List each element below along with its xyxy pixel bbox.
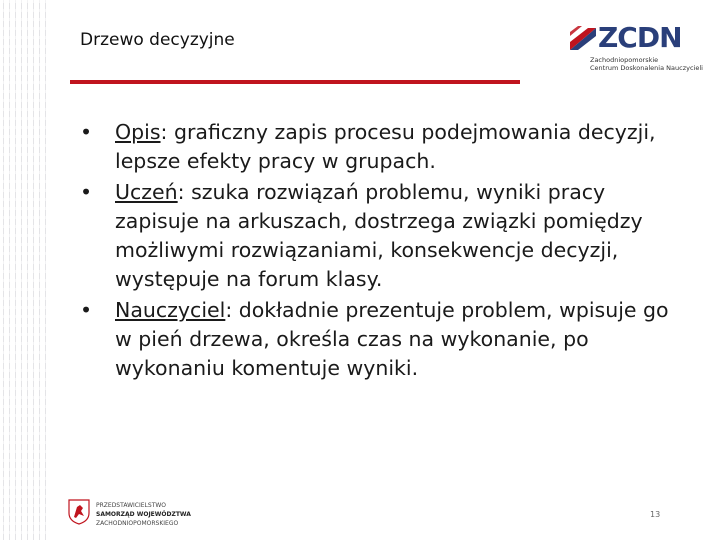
footer-logo-line1: PRZEDSTAWICIELSTWO [96,502,167,509]
bullet-term: Uczeń [115,180,178,204]
bullet-dot: • [80,180,93,204]
bullet-item-uczen [80,178,670,294]
bullet-text: : graficzny zapis procesu podejmowania decyzji, lepsze efekty pracy w grupach. [115,120,656,173]
slide-title: Drzewo decyzyjne [80,30,235,50]
bullet-text: : szuka rozwiązań problemu, wyniki pracy zapisuje na arkuszach, dostrzega związki pomiędzy możliwymi rozwiązaniami, konsekwencje decyzji, występuje na forum klasy. [115,180,643,291]
bullet-term: Nauczyciel [115,298,226,322]
bullet-dot: • [80,298,93,322]
regional-government-logo [68,497,208,533]
logo-brand-text: ZCDN [598,21,682,54]
bullet-dot: • [80,120,93,144]
footer-logo-line2: SAMORZĄD WOJEWÓDZTWA [96,511,191,518]
logo-subtitle-line2: Centrum Doskonalenia Nauczycieli [590,64,703,72]
bullet-list [80,118,670,385]
bullet-text: : dokładnie prezentuje problem, wpisuje go w pień drzewa, określa czas na wykonanie, po wykonaniu komentuje wyniki. [115,298,669,380]
bullet-term: Opis [115,120,161,144]
page-number: 13 [650,510,661,519]
decorative-text-strip [0,0,50,540]
zcdn-emblem-icon [568,22,598,52]
title-underline-rule [70,80,520,84]
logo-subtitle-line1: Zachodniopomorskie [590,56,659,64]
zcdn-logo [568,21,703,74]
griffin-crest-icon [68,499,90,525]
bullet-item-nauczyciel [80,296,670,383]
bullet-item-opis [80,118,670,176]
footer-logo-line3: ZACHODNIOPOMORSKIEGO [96,520,179,527]
